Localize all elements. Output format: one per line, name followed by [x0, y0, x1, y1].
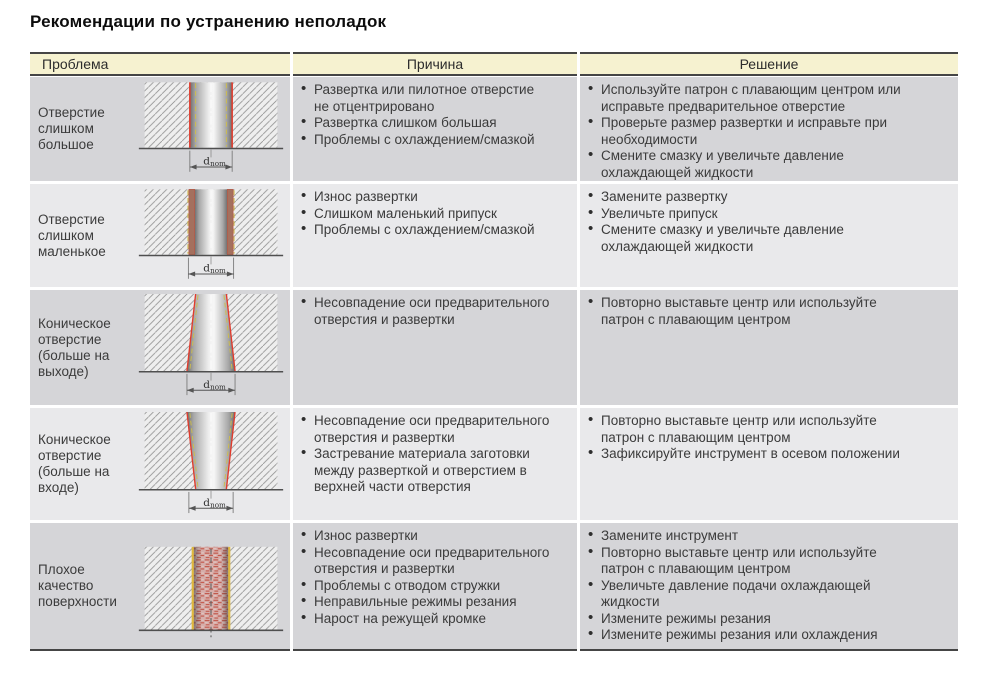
cause-list	[293, 189, 577, 239]
solution-item: • Повторно выставьте центр или используйте патрон с плавающим центром	[588, 545, 906, 578]
cause-item: • Несовпадение оси предварительного отверстия и развертки	[301, 545, 552, 578]
cause-item: • Проблемы с охлаждением/смазкой	[301, 222, 552, 239]
cause-item: • Застревание материала заготовки между разверткой и отверстием в верхней части отверстия	[301, 446, 552, 496]
problem-label: Коническое отверстие (больше на выходе)	[38, 315, 111, 379]
solution-list	[580, 413, 958, 463]
solution-item: • Зафиксируйте инструмент в осевом положении	[588, 446, 906, 463]
solution-list	[580, 82, 958, 181]
cause-item: • Износ развертки	[301, 189, 552, 206]
dim-label-sub: nom	[210, 159, 226, 169]
cause-item: • Несовпадение оси предварительного отверстия и развертки	[301, 295, 552, 328]
solution-item: • Проверьте размер развертки и исправьте при необходимости	[588, 115, 906, 148]
dim-label-sub: nom	[210, 500, 226, 510]
column-header-solution: Решение	[580, 52, 958, 76]
solution-item: • Измените режимы резания	[588, 611, 906, 628]
svg-text:dnom	[203, 379, 226, 391]
svg-text:dnom	[203, 156, 226, 168]
page-title: Рекомендации по устранению неполадок	[30, 12, 387, 31]
column-header-cause: Причина	[293, 52, 577, 76]
solution-list	[580, 189, 958, 255]
solution-item: • Замените инструмент	[588, 528, 906, 545]
solution-list	[580, 528, 958, 644]
table-header	[30, 52, 958, 76]
svg-text:dnom	[203, 497, 226, 509]
problem-label: Отверстие слишком большое	[38, 105, 105, 152]
cause-item: • Износ развертки	[301, 528, 552, 545]
cause-list	[293, 413, 577, 496]
hole-too-large-diagram	[132, 77, 290, 181]
table-row	[30, 184, 958, 287]
solution-item: • Увеличьте давление подачи охлаждающей жидкости	[588, 578, 906, 611]
cause-item: • Проблемы с отводом стружки	[301, 578, 552, 595]
cause-item: • Развертка слишком большая	[301, 115, 552, 132]
poor-surface-diagram	[132, 523, 290, 649]
dim-label-sub: nom	[210, 266, 226, 276]
problem-label: Коническое отверстие (больше на входе)	[38, 432, 111, 495]
table-row	[30, 290, 958, 405]
cause-item: • Несовпадение оси предварительного отверстия и развертки	[301, 413, 552, 446]
solution-item: • Смените смазку и увеличьте давление охлаждающей жидкости	[588, 222, 906, 255]
solution-item: • Смените смазку и увеличьте давление охлаждающей жидкости	[588, 148, 906, 181]
dim-label-sub: nom	[210, 382, 226, 392]
cause-item: • Нарост на режущей кромке	[301, 611, 552, 628]
solution-item: • Повторно выставьте центр или используйте патрон с плавающим центром	[588, 295, 906, 328]
column-header-problem: Проблема	[30, 52, 290, 76]
problem-label: Отверстие слишком маленькое	[38, 211, 106, 259]
solution-item: • Измените режимы резания или охлаждения	[588, 627, 906, 644]
dim-label-base: d	[203, 378, 211, 391]
solution-item: • Увеличьте припуск	[588, 206, 906, 223]
cause-list	[293, 82, 577, 148]
hole-too-small-diagram	[132, 184, 290, 287]
table-row	[30, 77, 958, 181]
troubleshooting-table	[30, 52, 958, 651]
table-row	[30, 523, 958, 651]
cause-list	[293, 295, 577, 328]
cause-item: • Проблемы с охлаждением/смазкой	[301, 132, 552, 149]
cause-item: • Развертка или пилотное отверстие не отцентрировано	[301, 82, 552, 115]
cause-list	[293, 528, 577, 627]
cause-item: • Неправильные режимы резания	[301, 594, 552, 611]
svg-text:dnom	[203, 263, 226, 275]
tapered-hole-exit-diagram	[132, 290, 290, 405]
solution-item: • Повторно выставьте центр или используйте патрон с плавающим центром	[588, 413, 906, 446]
cause-item: • Слишком маленький припуск	[301, 206, 552, 223]
solution-item: • Замените развертку	[588, 189, 906, 206]
solution-list	[580, 295, 958, 328]
dim-label-base: d	[203, 262, 211, 275]
tapered-hole-entry-diagram	[132, 408, 290, 520]
table-row	[30, 408, 958, 520]
problem-label: Плохое качество поверхности	[38, 562, 117, 609]
dim-label-base: d	[203, 496, 211, 509]
dim-label-base: d	[203, 155, 211, 168]
solution-item: • Используйте патрон с плавающим центром или исправьте предварительное отверстие	[588, 82, 906, 115]
